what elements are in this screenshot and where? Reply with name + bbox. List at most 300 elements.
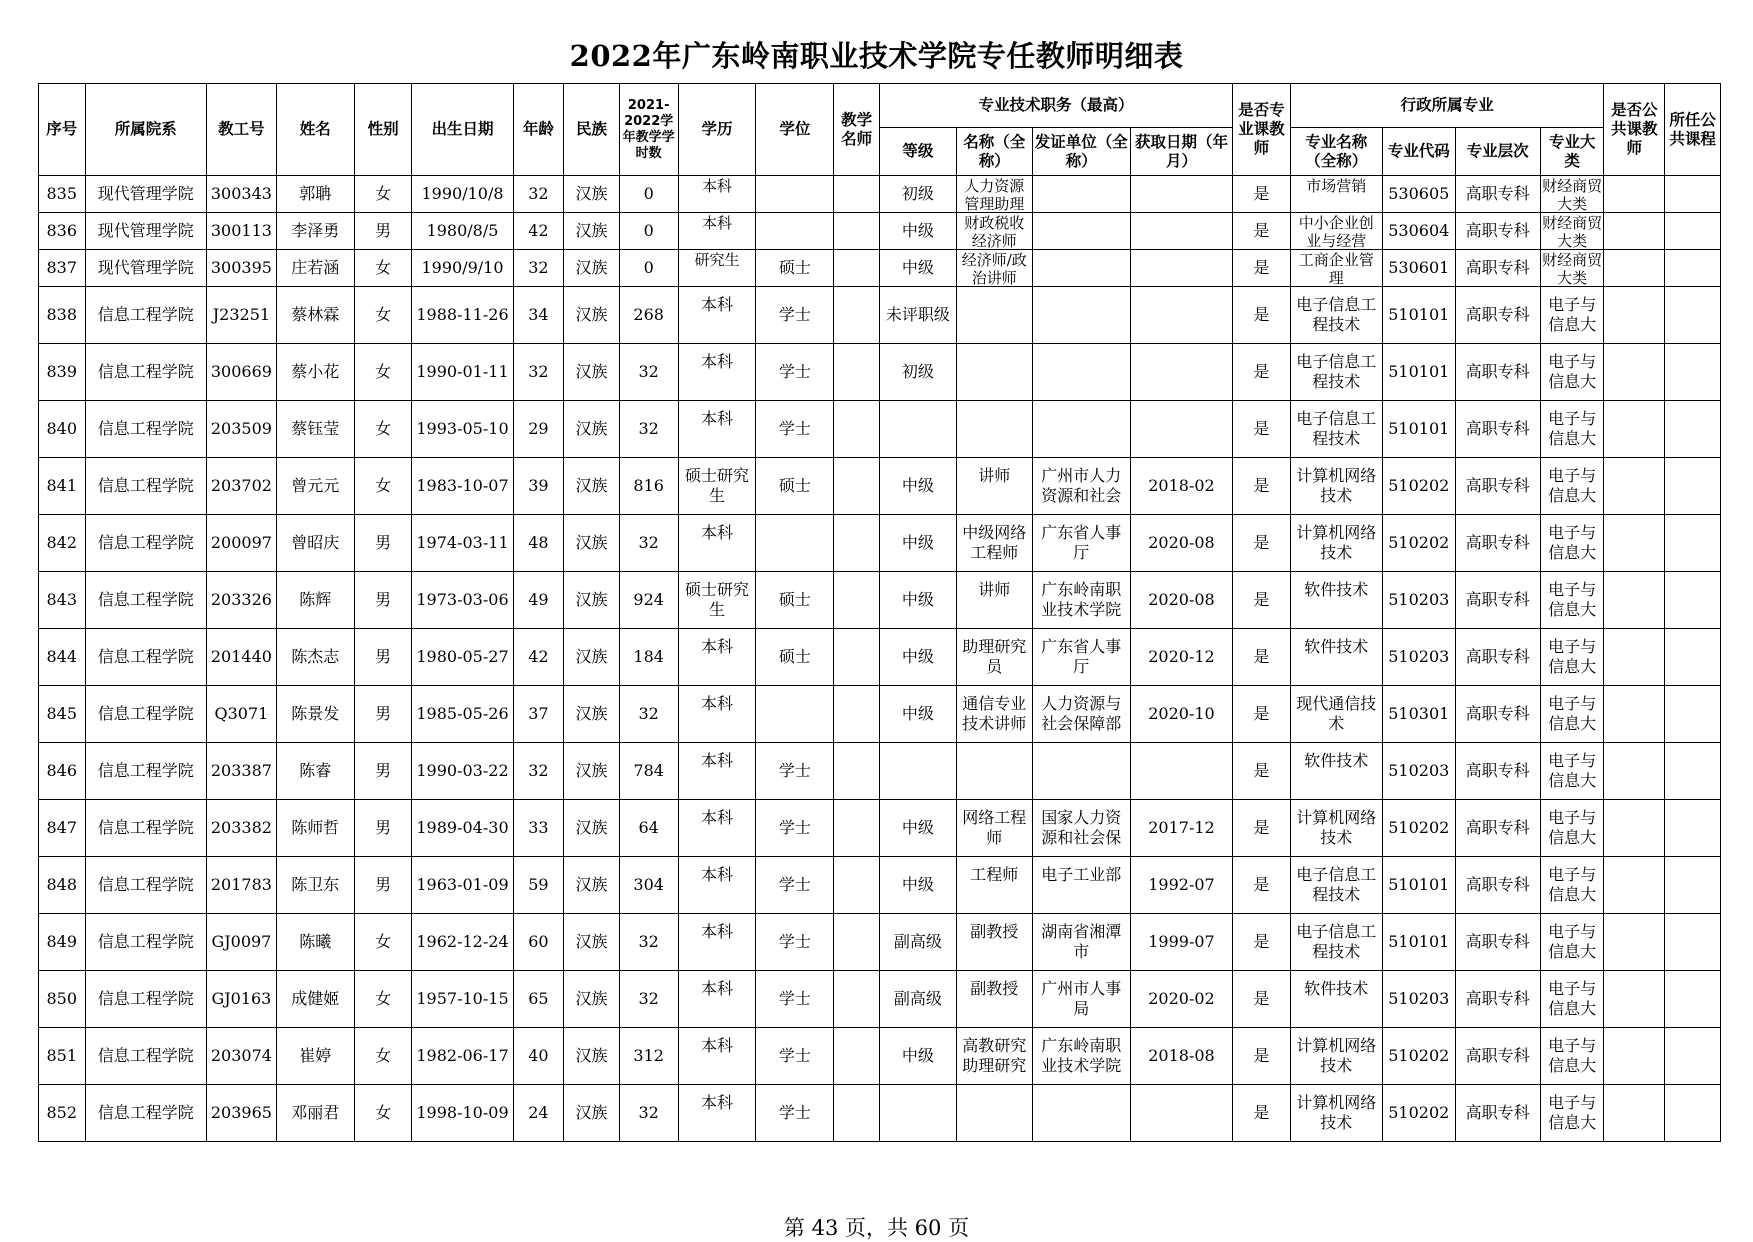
birth-date-cell: 1998-10-09 <box>412 1085 513 1142</box>
major-name-cell <box>1290 800 1382 857</box>
major-code-cell: 510202 <box>1382 800 1455 857</box>
gender-cell: 女 <box>354 1028 412 1085</box>
staff-id-cell: Q3071 <box>206 686 276 743</box>
ethnicity-cell: 汉族 <box>564 1085 620 1142</box>
staff-id-cell: 203702 <box>206 458 276 515</box>
education-cell <box>678 1085 756 1142</box>
birth-date-cell: 1990/9/10 <box>412 250 513 287</box>
title-level-cell: 中级 <box>879 686 956 743</box>
ethnicity-cell: 汉族 <box>564 857 620 914</box>
major-name-cell-text: 工商企业管理 <box>1298 250 1374 286</box>
title-level-cell: 未评职级 <box>879 287 956 344</box>
major-name-cell <box>1290 857 1382 914</box>
famous-teacher-cell <box>834 250 880 287</box>
seq-cell: 848 <box>39 857 86 914</box>
gender-cell: 女 <box>354 344 412 401</box>
table-header-row-1 <box>39 84 1721 128</box>
is-major-teacher-cell: 是 <box>1233 857 1291 914</box>
title-issuer-cell-text: 国家人力资源和社会保 <box>1041 808 1122 847</box>
title-issuer-cell-text <box>1034 409 1129 449</box>
title-level-cell: 初级 <box>879 176 956 213</box>
public-course-cell <box>1665 1085 1721 1142</box>
major-category-cell-text: 财经商贸大类 <box>1542 176 1603 212</box>
title-obtained-cell: 1999-07 <box>1130 914 1232 971</box>
major-name-cell-text: 计算机网络技术 <box>1296 1036 1377 1075</box>
degree-cell: 硕士 <box>756 629 834 686</box>
title-issuer-cell <box>1032 629 1130 686</box>
title-issuer-cell-text: 电子工业部 <box>1041 865 1122 884</box>
education-cell <box>678 344 756 401</box>
is-major-teacher-cell: 是 <box>1233 213 1291 250</box>
major-code-cell: 510202 <box>1382 1028 1455 1085</box>
title-name-cell-text: 经济师/政治讲师 <box>961 250 1027 286</box>
major-name-cell <box>1290 287 1382 344</box>
title-issuer-cell <box>1032 857 1130 914</box>
header-education: 学历 <box>678 84 756 176</box>
major-category-cell <box>1540 800 1604 857</box>
teaching-hours-cell: 312 <box>619 1028 678 1085</box>
is-public-teacher-cell <box>1604 176 1665 213</box>
degree-cell: 学士 <box>756 914 834 971</box>
education-cell-text: 本科 <box>700 694 733 713</box>
title-issuer-cell <box>1032 914 1130 971</box>
header-public-course: 所任公共课程 <box>1665 84 1721 176</box>
age-cell: 32 <box>513 176 564 213</box>
famous-teacher-cell <box>834 176 880 213</box>
teaching-hours-cell: 268 <box>619 287 678 344</box>
gender-cell: 女 <box>354 287 412 344</box>
title-level-cell: 中级 <box>879 515 956 572</box>
education-cell-text: 硕士研究生 <box>684 466 749 505</box>
is-major-teacher-cell: 是 <box>1233 1085 1291 1142</box>
major-level-cell: 高职专科 <box>1455 914 1540 971</box>
title-name-cell <box>956 572 1032 629</box>
major-category-cell <box>1540 344 1604 401</box>
degree-cell: 学士 <box>756 1028 834 1085</box>
title-level-cell: 中级 <box>879 857 956 914</box>
title-obtained-cell: 1992-07 <box>1130 857 1232 914</box>
title-level-cell: 中级 <box>879 213 956 250</box>
age-cell: 32 <box>513 344 564 401</box>
major-level-cell: 高职专科 <box>1455 213 1540 250</box>
title-obtained-cell: 2020-10 <box>1130 686 1232 743</box>
famous-teacher-cell <box>834 572 880 629</box>
gender-cell: 女 <box>354 401 412 458</box>
major-category-cell <box>1540 629 1604 686</box>
table-row <box>39 515 1721 572</box>
staff-id-cell: GJ0163 <box>206 971 276 1028</box>
age-cell: 42 <box>513 213 564 250</box>
is-public-teacher-cell <box>1604 1085 1665 1142</box>
major-level-cell: 高职专科 <box>1455 971 1540 1028</box>
public-course-cell <box>1665 458 1721 515</box>
gender-cell: 男 <box>354 629 412 686</box>
header-dept: 所属院系 <box>85 84 206 176</box>
major-category-cell-text: 电子与信息大 <box>1548 637 1597 676</box>
gender-cell: 女 <box>354 458 412 515</box>
public-course-cell <box>1665 515 1721 572</box>
education-cell <box>678 176 756 213</box>
is-major-teacher-cell: 是 <box>1233 344 1291 401</box>
degree-cell: 学士 <box>756 800 834 857</box>
title-name-cell <box>956 287 1032 344</box>
education-cell <box>678 914 756 971</box>
major-category-cell <box>1540 686 1604 743</box>
public-course-cell <box>1665 686 1721 743</box>
major-category-cell-text: 电子与信息大 <box>1548 1093 1597 1132</box>
title-name-cell-text: 财政税收经济师 <box>964 213 1025 249</box>
major-name-cell-text: 电子信息工程技术 <box>1296 295 1377 334</box>
title-issuer-cell-text <box>1034 295 1129 335</box>
name-cell: 邓丽君 <box>276 1085 354 1142</box>
title-level-cell: 初级 <box>879 344 956 401</box>
header-age: 年龄 <box>513 84 564 176</box>
major-category-cell-text: 电子与信息大 <box>1548 295 1597 334</box>
header-degree: 学位 <box>756 84 834 176</box>
title-issuer-cell-text: 广州市人力资源和社会 <box>1041 466 1122 505</box>
seq-cell: 841 <box>39 458 86 515</box>
major-level-cell: 高职专科 <box>1455 515 1540 572</box>
title-issuer-cell-text: 广东岭南职业技术学院 <box>1041 580 1122 619</box>
name-cell: 陈辉 <box>276 572 354 629</box>
table-body <box>39 176 1721 1142</box>
is-public-teacher-cell <box>1604 344 1665 401</box>
title-issuer-cell <box>1032 213 1130 250</box>
famous-teacher-cell <box>834 1085 880 1142</box>
title-level-cell: 中级 <box>879 572 956 629</box>
title-level-cell: 中级 <box>879 800 956 857</box>
table-row <box>39 250 1721 287</box>
staff-id-cell: 200097 <box>206 515 276 572</box>
gender-cell: 男 <box>354 515 412 572</box>
teaching-hours-cell: 0 <box>619 176 678 213</box>
public-course-cell <box>1665 1028 1721 1085</box>
title-issuer-cell-text <box>1034 214 1129 249</box>
header-major-name: 专业名称（全称） <box>1290 128 1382 176</box>
dept-cell: 信息工程学院 <box>85 1085 206 1142</box>
major-category-cell-text: 电子与信息大 <box>1548 979 1597 1018</box>
age-cell: 37 <box>513 686 564 743</box>
ethnicity-cell: 汉族 <box>564 1028 620 1085</box>
name-cell: 蔡林霖 <box>276 287 354 344</box>
title-name-cell <box>956 914 1032 971</box>
public-course-cell <box>1665 287 1721 344</box>
dept-cell: 信息工程学院 <box>85 287 206 344</box>
public-course-cell <box>1665 800 1721 857</box>
dept-cell: 信息工程学院 <box>85 629 206 686</box>
title-name-cell <box>956 176 1032 213</box>
major-name-cell <box>1290 971 1382 1028</box>
title-issuer-cell <box>1032 287 1130 344</box>
age-cell: 49 <box>513 572 564 629</box>
major-name-cell-text: 软件技术 <box>1304 751 1369 770</box>
major-level-cell: 高职专科 <box>1455 686 1540 743</box>
ethnicity-cell: 汉族 <box>564 515 620 572</box>
education-cell-text: 本科 <box>700 1036 733 1055</box>
is-major-teacher-cell: 是 <box>1233 914 1291 971</box>
title-issuer-cell <box>1032 686 1130 743</box>
title-issuer-cell-text <box>1034 251 1129 286</box>
header-title-name: 名称（全称） <box>956 128 1032 176</box>
staff-id-cell: 300113 <box>206 213 276 250</box>
birth-date-cell: 1957-10-15 <box>412 971 513 1028</box>
ethnicity-cell: 汉族 <box>564 800 620 857</box>
header-seq: 序号 <box>39 84 86 176</box>
major-level-cell: 高职专科 <box>1455 176 1540 213</box>
major-code-cell: 510203 <box>1382 572 1455 629</box>
public-course-cell <box>1665 250 1721 287</box>
major-name-cell-text: 电子信息工程技术 <box>1296 865 1377 904</box>
ethnicity-cell: 汉族 <box>564 914 620 971</box>
education-cell <box>678 629 756 686</box>
title-name-cell-text: 通信专业技术讲师 <box>962 694 1027 733</box>
birth-date-cell: 1974-03-11 <box>412 515 513 572</box>
education-cell <box>678 971 756 1028</box>
name-cell: 陈睿 <box>276 743 354 800</box>
staff-id-cell: 203509 <box>206 401 276 458</box>
is-public-teacher-cell <box>1604 572 1665 629</box>
title-issuer-cell <box>1032 176 1130 213</box>
major-category-cell <box>1540 401 1604 458</box>
gender-cell: 女 <box>354 971 412 1028</box>
dept-cell: 现代管理学院 <box>85 250 206 287</box>
page-footer: 第 43 页，共 60 页 <box>783 1216 970 1240</box>
public-course-cell <box>1665 743 1721 800</box>
title-level-cell: 中级 <box>879 250 956 287</box>
seq-cell: 842 <box>39 515 86 572</box>
major-category-cell-text: 电子与信息大 <box>1548 694 1597 733</box>
name-cell: 蔡小花 <box>276 344 354 401</box>
gender-cell: 女 <box>354 250 412 287</box>
is-public-teacher-cell <box>1604 458 1665 515</box>
famous-teacher-cell <box>834 914 880 971</box>
seq-cell: 838 <box>39 287 86 344</box>
title-name-cell-text: 人力资源管理助理 <box>964 176 1025 212</box>
major-category-cell <box>1540 857 1604 914</box>
public-course-cell <box>1665 401 1721 458</box>
is-major-teacher-cell: 是 <box>1233 971 1291 1028</box>
header-is-major-teacher: 是否专业课教师 <box>1233 84 1291 176</box>
major-category-cell <box>1540 213 1604 250</box>
education-cell-text: 本科 <box>700 1093 733 1112</box>
title-name-cell-text: 助理研究员 <box>962 637 1027 676</box>
teaching-hours-cell: 32 <box>619 344 678 401</box>
major-level-cell: 高职专科 <box>1455 629 1540 686</box>
header-title-level: 等级 <box>879 128 956 176</box>
title-name-cell-text: 讲师 <box>978 580 1011 599</box>
birth-date-cell: 1989-04-30 <box>412 800 513 857</box>
staff-id-cell: 300395 <box>206 250 276 287</box>
famous-teacher-cell <box>834 458 880 515</box>
dept-cell: 现代管理学院 <box>85 213 206 250</box>
public-course-cell <box>1665 176 1721 213</box>
title-name-cell <box>956 213 1032 250</box>
seq-cell: 847 <box>39 800 86 857</box>
staff-id-cell: 300669 <box>206 344 276 401</box>
dept-cell: 信息工程学院 <box>85 401 206 458</box>
major-category-cell <box>1540 743 1604 800</box>
title-issuer-cell-text <box>1034 177 1129 212</box>
major-category-cell <box>1540 1085 1604 1142</box>
major-category-cell-text: 电子与信息大 <box>1548 1036 1597 1075</box>
name-cell: 陈杰志 <box>276 629 354 686</box>
major-level-cell: 高职专科 <box>1455 458 1540 515</box>
staff-id-cell: 203382 <box>206 800 276 857</box>
major-code-cell: 510101 <box>1382 914 1455 971</box>
major-level-cell: 高职专科 <box>1455 857 1540 914</box>
age-cell: 24 <box>513 1085 564 1142</box>
major-name-cell-text: 计算机网络技术 <box>1296 808 1377 847</box>
major-category-cell-text: 电子与信息大 <box>1548 580 1597 619</box>
gender-cell: 男 <box>354 213 412 250</box>
is-public-teacher-cell <box>1604 857 1665 914</box>
title-issuer-cell <box>1032 458 1130 515</box>
table-row <box>39 800 1721 857</box>
title-obtained-cell: 2018-02 <box>1130 458 1232 515</box>
age-cell: 39 <box>513 458 564 515</box>
major-code-cell: 510203 <box>1382 971 1455 1028</box>
title-issuer-cell <box>1032 250 1130 287</box>
major-category-cell <box>1540 572 1604 629</box>
major-name-cell <box>1290 344 1382 401</box>
is-major-teacher-cell: 是 <box>1233 176 1291 213</box>
teaching-hours-cell: 32 <box>619 1085 678 1142</box>
major-level-cell: 高职专科 <box>1455 250 1540 287</box>
table-row <box>39 686 1721 743</box>
major-category-cell-text: 电子与信息大 <box>1548 865 1597 904</box>
title-issuer-cell-text: 广州市人事局 <box>1041 979 1122 1018</box>
degree-cell: 学士 <box>756 344 834 401</box>
header-professional-title-group: 专业技术职务（最高） <box>879 84 1232 128</box>
major-name-cell <box>1290 213 1382 250</box>
title-name-cell-text: 网络工程师 <box>962 808 1027 847</box>
education-cell-text: 本科 <box>700 979 733 998</box>
seq-cell: 835 <box>39 176 86 213</box>
birth-date-cell: 1982-06-17 <box>412 1028 513 1085</box>
title-name-cell-text: 高教研究助理研究 <box>962 1036 1027 1075</box>
is-major-teacher-cell: 是 <box>1233 250 1291 287</box>
major-name-cell-text: 电子信息工程技术 <box>1296 409 1377 448</box>
major-name-cell <box>1290 176 1382 213</box>
major-code-cell: 510202 <box>1382 515 1455 572</box>
education-cell <box>678 515 756 572</box>
public-course-cell <box>1665 857 1721 914</box>
title-name-cell-text: 副教授 <box>970 979 1019 998</box>
age-cell: 48 <box>513 515 564 572</box>
major-code-cell: 510203 <box>1382 629 1455 686</box>
seq-cell: 849 <box>39 914 86 971</box>
major-name-cell-text: 电子信息工程技术 <box>1296 922 1377 961</box>
gender-cell: 男 <box>354 572 412 629</box>
gender-cell: 男 <box>354 743 412 800</box>
major-name-cell-text: 市场营销 <box>1306 176 1367 195</box>
is-public-teacher-cell <box>1604 515 1665 572</box>
birth-date-cell: 1985-05-26 <box>412 686 513 743</box>
ethnicity-cell: 汉族 <box>564 344 620 401</box>
education-cell <box>678 1028 756 1085</box>
name-cell: 蔡钰莹 <box>276 401 354 458</box>
staff-id-cell: 300343 <box>206 176 276 213</box>
table-row <box>39 857 1721 914</box>
education-cell <box>678 857 756 914</box>
famous-teacher-cell <box>834 515 880 572</box>
title-name-cell <box>956 857 1032 914</box>
ethnicity-cell: 汉族 <box>564 401 620 458</box>
is-major-teacher-cell: 是 <box>1233 458 1291 515</box>
public-course-cell <box>1665 572 1721 629</box>
is-major-teacher-cell: 是 <box>1233 686 1291 743</box>
is-public-teacher-cell <box>1604 629 1665 686</box>
gender-cell: 女 <box>354 176 412 213</box>
major-name-cell-text: 计算机网络技术 <box>1296 1093 1377 1132</box>
seq-cell: 851 <box>39 1028 86 1085</box>
title-issuer-cell <box>1032 1028 1130 1085</box>
major-level-cell: 高职专科 <box>1455 287 1540 344</box>
famous-teacher-cell <box>834 344 880 401</box>
major-category-cell <box>1540 458 1604 515</box>
education-cell-text: 本科 <box>701 213 732 232</box>
ethnicity-cell: 汉族 <box>564 176 620 213</box>
degree-cell: 学士 <box>756 401 834 458</box>
title-issuer-cell <box>1032 515 1130 572</box>
staff-id-cell: GJ0097 <box>206 914 276 971</box>
education-cell-text: 研究生 <box>694 250 740 269</box>
table-row <box>39 743 1721 800</box>
dept-cell: 信息工程学院 <box>85 686 206 743</box>
dept-cell: 信息工程学院 <box>85 857 206 914</box>
title-name-cell-text <box>958 352 1031 392</box>
staff-id-cell: 201783 <box>206 857 276 914</box>
teaching-hours-cell: 32 <box>619 914 678 971</box>
title-obtained-cell <box>1130 401 1232 458</box>
degree-cell: 学士 <box>756 743 834 800</box>
major-category-cell <box>1540 914 1604 971</box>
major-name-cell <box>1290 250 1382 287</box>
name-cell: 陈景发 <box>276 686 354 743</box>
major-name-cell <box>1290 914 1382 971</box>
is-public-teacher-cell <box>1604 914 1665 971</box>
title-name-cell-text <box>958 751 1031 791</box>
table-row <box>39 1028 1721 1085</box>
birth-date-cell: 1973-03-06 <box>412 572 513 629</box>
title-issuer-cell <box>1032 401 1130 458</box>
staff-id-cell: J23251 <box>206 287 276 344</box>
title-obtained-cell <box>1130 213 1232 250</box>
major-code-cell: 510101 <box>1382 401 1455 458</box>
ethnicity-cell: 汉族 <box>564 629 620 686</box>
teaching-hours-cell: 64 <box>619 800 678 857</box>
name-cell: 陈卫东 <box>276 857 354 914</box>
gender-cell: 女 <box>354 914 412 971</box>
birth-date-cell: 1990-03-22 <box>412 743 513 800</box>
major-category-cell <box>1540 250 1604 287</box>
title-issuer-cell-text: 湖南省湘潭市 <box>1041 922 1122 961</box>
gender-cell: 男 <box>354 800 412 857</box>
header-title-issuer: 发证单位（全称） <box>1032 128 1130 176</box>
major-name-cell <box>1290 1085 1382 1142</box>
major-category-cell-text: 电子与信息大 <box>1548 523 1597 562</box>
header-title-obtained: 获取日期（年月） <box>1130 128 1232 176</box>
major-code-cell: 530604 <box>1382 213 1455 250</box>
title-obtained-cell <box>1130 1085 1232 1142</box>
ethnicity-cell: 汉族 <box>564 743 620 800</box>
education-cell <box>678 572 756 629</box>
title-level-cell <box>879 743 956 800</box>
title-obtained-cell: 2020-08 <box>1130 572 1232 629</box>
title-name-cell <box>956 401 1032 458</box>
is-public-teacher-cell <box>1604 401 1665 458</box>
title-name-cell <box>956 1028 1032 1085</box>
